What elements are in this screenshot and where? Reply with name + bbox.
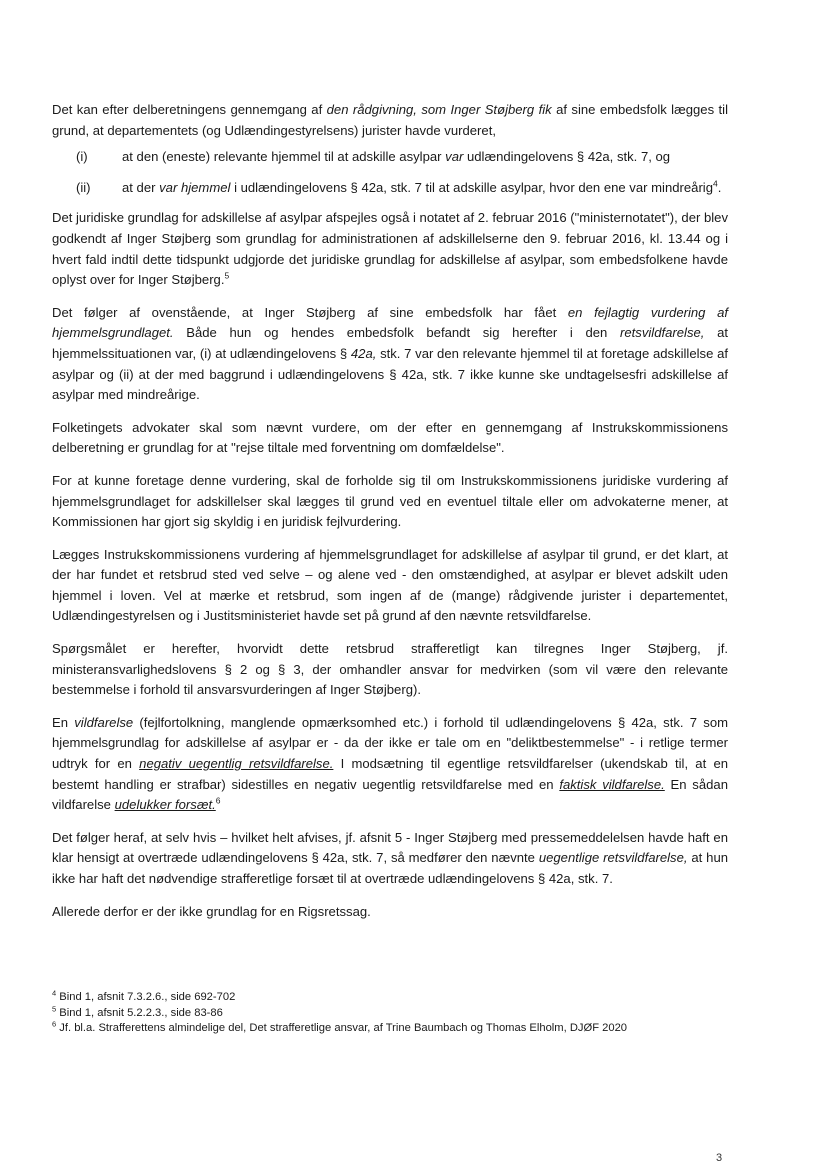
italic-run: en fejlagtig vurdering af hjemmelsgrundlaget. <box>52 304 728 341</box>
page-number: 3 <box>716 1152 723 1164</box>
italic-run: var <box>445 149 464 165</box>
list-item <box>52 178 728 199</box>
footnote <box>52 1021 752 1037</box>
text-run: i udlændingelovens § 42a, stk. 7 til at adskille asylpar, hvor den ene var mindreårig <box>230 179 713 195</box>
footnote-text: Jf. bl.a. Strafferettens almindelige del, Det strafferetlige ansvar, af Trine Baumbach og Thomas Elholm, DJØF 2020 <box>56 1022 628 1035</box>
list-item-number: (i) <box>76 149 88 165</box>
text-run: Det følger af ovenstående, at Inger Støjberg af sine embedsfolk har fået <box>52 304 568 320</box>
footnote-number: 4 <box>52 988 57 998</box>
footnote-ref[interactable]: 4 <box>713 178 718 189</box>
italic-run: vildfarelse <box>74 714 134 730</box>
paragraph-5: For at kunne foretage denne vurdering, skal de forholde sig til om Instrukskommissionens juridiske vurdering af hjemmelsgrundlaget for adskillelser skal lægges til grund ved en eventuel tiltale eller om advokaterne mener, at Kommissionen har gjort sig skyldig i en juridisk fejlvurdering. <box>52 472 728 530</box>
text-run: Både hun og hendes embedsfolk befandt sig herefter i den <box>173 325 620 341</box>
italic-run: retsvildfarelse, <box>620 325 705 341</box>
text-run: (fejlfortolkning, manglende opmærksomhed etc.) i forhold til udlændingelovens § 42a, stk. 7 som hjemmelsgrundlag for adskillelse af asylpar er - da der ikke er tale om en "deliktbestemmelse" - i retlige termer udtryk for en <box>52 714 729 772</box>
text-run: at hun ikke har haft det nødvendige strafferetlige forsæt til at overtræde udlændingelovens § 42a, stk. 7. <box>52 850 729 886</box>
paragraph-10: Allerede derfor er der ikke grundlag for en Rigsretssag. <box>52 903 371 919</box>
footnotes <box>52 990 752 1037</box>
text-run: stk. 7 var den relevante hjemmel til at foretage adskillelse af asylpar og (ii) at der med baggrund i udlændingelovens § 42a, stk. 7 ikke kunne ske undtagelsesfri adskillelse af asylpar med mindreårige. <box>52 345 728 403</box>
paragraph-9 <box>52 828 728 890</box>
paragraph-7: Spørgsmålet er herefter, hvorvidt dette retsbrud strafferetligt kan tilregnes Inger Støjberg, jf. ministeransvarlighedslovens § 2 og § 3, der omhandler ansvar for medvirken (som vil være den relevante bestemmelse i forhold til ansvarsvurderingen af Inger Støjberg). <box>52 641 728 698</box>
list-item-text <box>122 147 728 168</box>
text-run: . <box>717 179 722 195</box>
paragraph-4: Folketingets advokater skal som nævnt vurdere, om der efter en gennemgang af Instrukskommissionens delberetning er grundlag for at "rejse tiltale med forventning om domfældelse". <box>52 419 728 456</box>
footnote <box>52 1003 752 1022</box>
footnote <box>52 990 752 1006</box>
footnote-number: 6 <box>52 1019 57 1029</box>
footnote-text: Bind 1, afsnit 5.2.2.3., side 83-86 <box>56 1006 223 1019</box>
text-run: Det følger heraf, at selv hvis – hvilket helt afvises, jf. afsnit 5 - Inger Støjberg med pressemeddelelsen havde haft en klar hensigt at overtræde udlændingelovens § 42a, stk. 7, så medfører den nævnte <box>52 829 728 866</box>
paragraph-1 <box>52 100 728 141</box>
text-run: at der <box>122 179 160 195</box>
italic-underlined-term: udelukker forsæt. <box>114 797 216 813</box>
italic-underlined-term: negativ uegentlig retsvildfarelse. <box>139 756 334 772</box>
footnote-text: Bind 1, afsnit 7.3.2.6., side 692-702 <box>56 991 236 1003</box>
footnote-ref[interactable]: 6 <box>215 795 221 806</box>
text-run: En sådan vildfarelse <box>52 776 728 813</box>
italic-run: den rådgivning, som Inger Støjberg fik <box>326 102 552 117</box>
list-item-number: (ii) <box>76 179 91 195</box>
italic-underlined-term: faktisk vildfarelse. <box>559 776 665 792</box>
document-body <box>52 100 728 934</box>
paragraph-2 <box>52 208 728 290</box>
italic-run: uegentlige retsvildfarelse, <box>538 850 688 866</box>
text-run: udlændingelovens § 42a, stk. 7, og <box>463 149 671 165</box>
text-run: Det juridiske grundlag for adskillelse af asylpar afspejles også i notatet af 2. februar 2016 ("ministernotatet"), der blev godkendt af Inger Støjberg som grundlag for administrationen af adskillelserne den 9. februar 2016, kl. 13.44 og i hvert fald indtil dette tidspunkt udgjorde det juridiske grundlag for adskillelse af asylpar, som embedsfolkene havde oplyst over for Inger Støjberg. <box>52 210 728 288</box>
text-run: at hjemmelssituationen var, (i) at udlændingelovens § <box>52 325 728 361</box>
footnote-number: 5 <box>52 1003 57 1013</box>
italic-run: 42a, <box>350 345 377 361</box>
italic-run: var hjemmel <box>159 179 231 195</box>
footnote-ref[interactable]: 5 <box>224 270 230 281</box>
paragraph-3 <box>52 303 728 406</box>
text-run: En <box>52 714 75 730</box>
criteria-list <box>52 147 728 198</box>
list-item-text <box>122 178 728 199</box>
paragraph-8 <box>52 713 728 816</box>
text-run: I modsætning til egentlige retsvildfarelser (ukendskab til, at en bestemt handling er strafbar) sidestilles en negativ uegentlig retsvildfarelse med en <box>52 756 729 792</box>
paragraph-6: Lægges Instrukskommissionens vurdering af hjemmelsgrundlaget for adskillelse af asylpar til grund, er det klart, at der har fundet et retsbrud sted ved selve – og alene ved - den omstændighed, at asylpar er blevet adskilt uden hjemmel i loven. Vel at mærke et retsbrud, som ingen af de (mange) rådgivende jurister i departementet, Udlændingestyrelsen og i Justitsministeriet havde set på grund af den nævnte retsvildfarelse. <box>52 546 728 624</box>
list-item <box>52 147 728 168</box>
text-run: af sine embedsfolk lægges til grund, at departementets (og Udlændingestyrelsens) jurister havde vurderet, <box>52 102 728 138</box>
text-run: at den (eneste) relevante hjemmel til at adskille asylpar <box>122 149 446 165</box>
text-run: Det kan efter delberetningens gennemgang af <box>52 102 327 117</box>
